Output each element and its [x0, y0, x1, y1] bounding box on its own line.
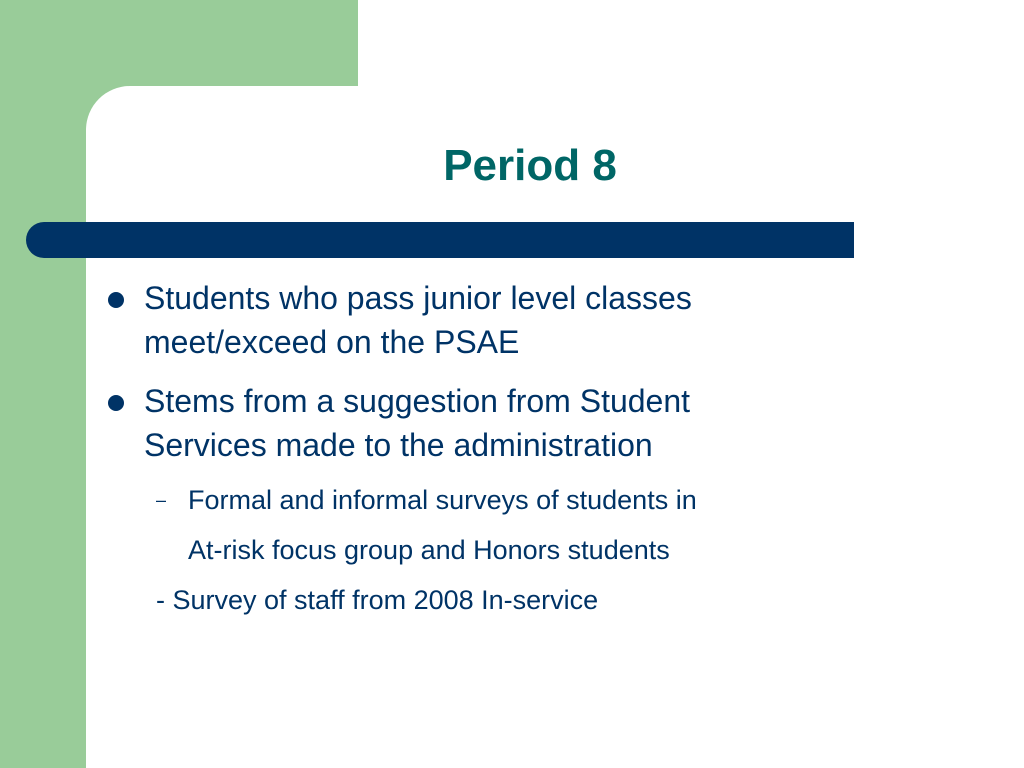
- sub-bullet-text-line: Formal and informal surveys of students in: [188, 485, 697, 515]
- bullet-text-line: Students who pass junior level classes: [144, 280, 692, 316]
- sub-bullet-dash: –: [156, 490, 167, 510]
- bullet-text-line: meet/exceed on the PSAE: [144, 324, 520, 360]
- bullet-text-line: Stems from a suggestion from Student: [144, 383, 691, 419]
- survey-staff-line: - Survey of staff from 2008 In-service: [156, 585, 599, 615]
- bullet-text-line: Services made to the administration: [144, 427, 653, 463]
- sub-bullet-text-line: At-risk focus group and Honors students: [188, 535, 670, 565]
- slide-title: Period 8: [443, 141, 617, 190]
- bullet-dot-icon: [108, 292, 124, 308]
- title-underline-bar: [26, 222, 854, 258]
- bullet-dot-icon: [108, 395, 124, 411]
